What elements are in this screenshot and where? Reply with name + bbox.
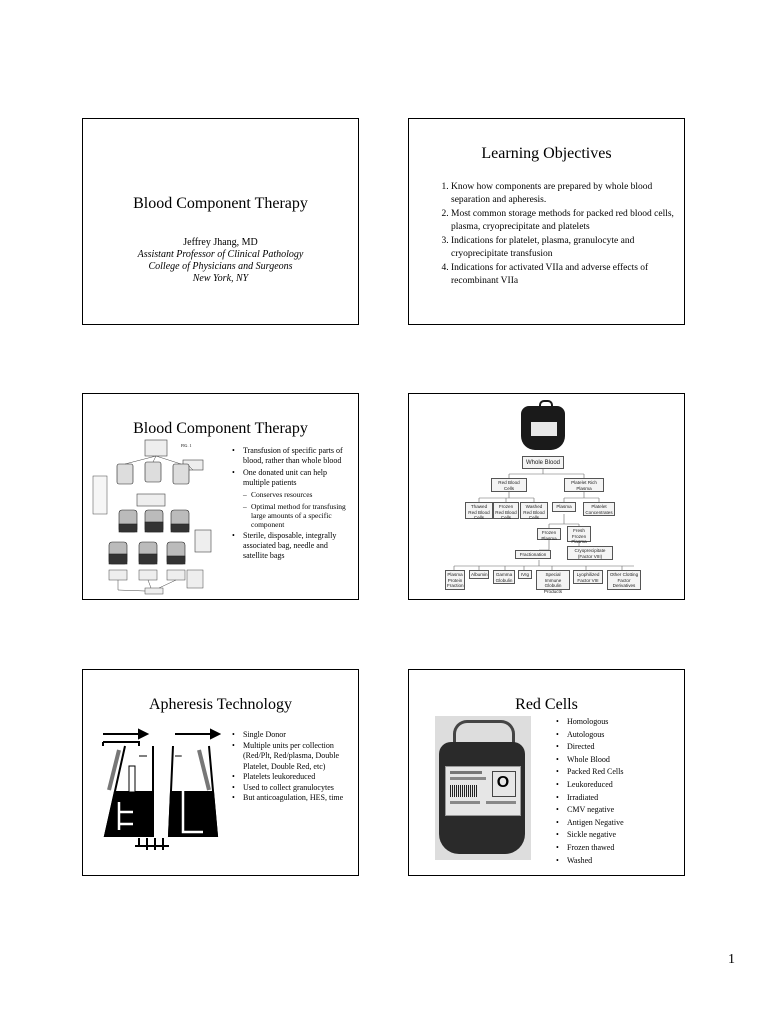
bullet-item: • Leukoreduced — [565, 779, 677, 792]
slide-component-flowchart — [408, 393, 685, 600]
figure-box — [195, 530, 211, 552]
bullet-item: • Used to collect granulocytes — [241, 783, 353, 794]
flow-red-cells: Red Blood Cells — [491, 478, 527, 492]
bullets-container — [231, 446, 353, 561]
bag-label — [445, 766, 521, 816]
bullet-item: • Washed — [565, 855, 677, 868]
bullet-item: • Sickle negative — [565, 829, 677, 842]
bullet-text: One donated unit can help multiple patients — [243, 468, 327, 487]
flow-platelet-conc: Platelet Concentrates — [583, 502, 615, 516]
bullet-list — [231, 730, 353, 804]
flow-lyophilized-viii: Lyophilized Factor VIII — [573, 570, 603, 584]
objective-item: 4. Indications for activated VIIa and adverse effects of recombinant VIIa — [451, 262, 687, 287]
flow-plasma: Plasma — [552, 502, 576, 512]
author-location: New York, NY — [192, 273, 249, 284]
page-number: 1 — [728, 952, 735, 967]
flow-thawed: Thawed Red Blood Cells — [465, 502, 493, 519]
author-block — [83, 237, 358, 285]
figure-box — [93, 476, 107, 514]
flow-special-ig: Special Immune Globulin Products — [536, 570, 570, 590]
bullet-item: • Transfusion of specific parts of blood, rather than whole blood — [241, 446, 353, 466]
centrifuge-bowl — [105, 746, 217, 836]
figure-box — [137, 494, 165, 506]
red-cell-bag-photo — [435, 716, 531, 860]
bullet-item: • But anticoagulation, HES, time — [241, 793, 353, 804]
bullet-item: • CMV negative — [565, 804, 677, 817]
flow-prp: Platelet Rich Plasma — [564, 478, 604, 492]
objective-item: 3. Indications for platelet, plasma, granulocyte and cryoprecipitate transfusion — [451, 235, 687, 260]
bullet-item: • Multiple units per collection (Red/Plt, Red/plasma, Double Platelet, Double Red, etc) — [241, 741, 353, 773]
bullet-item: • Single Donor — [241, 730, 353, 741]
bullet-item: • Irradiated — [565, 792, 677, 805]
apheresis-arrows — [103, 730, 219, 738]
slide-red-cells — [408, 669, 685, 876]
figure-box — [145, 440, 167, 456]
sub-bullet-item: – Optimal method for transfusing large amounts of a specific component — [251, 502, 353, 529]
bullet-item: • Platelets leukoreduced — [241, 772, 353, 783]
flow-washed: Washed Red Blood Cells — [520, 502, 548, 519]
slide-title — [82, 118, 359, 325]
bullet-item: • Autologous — [565, 729, 677, 742]
bullet-item — [241, 468, 353, 529]
bullets-container — [231, 730, 353, 804]
bullet-item: • Packed Red Cells — [565, 766, 677, 779]
flow-frozen: Frozen Red Blood Cells — [493, 502, 519, 519]
bullet-item: • Antigen Negative — [565, 817, 677, 830]
bullets-container — [555, 716, 677, 867]
bullet-list — [231, 446, 353, 561]
flow-cryo: Cryoprecipitate (Factor VIII) — [567, 546, 613, 560]
bullet-item: • Whole Blood — [565, 754, 677, 767]
slide-heading: Apheresis Technology — [149, 696, 292, 713]
flow-gamma-globulin: Gamma Globulin — [493, 570, 515, 584]
author-name: Jeffrey Jhang, MD — [183, 237, 258, 248]
objective-item: 2. Most common storage methods for packed red blood cells, plasma, cryoprecipitate and platelets — [451, 208, 687, 233]
flow-whole-blood: Whole Blood — [522, 456, 564, 469]
objectives-list — [429, 181, 687, 289]
author-institution: College of Physicians and Surgeons — [148, 261, 293, 272]
component-separation-figure — [87, 438, 217, 598]
slide-component-therapy — [82, 393, 359, 600]
objective-item: 1. Know how components are prepared by whole blood separation and apheresis. — [451, 181, 687, 206]
blood-type-label: O — [496, 774, 510, 791]
flow-other-clotting: Other Clotting Factor Derivatives — [607, 570, 641, 590]
bullet-item: • Sterile, disposable, integrally associated bag, needle and satellite bags — [241, 531, 353, 561]
slide-heading: Blood Component Therapy — [133, 420, 308, 437]
blood-bags-row-2 — [119, 510, 189, 532]
slide-apheresis — [82, 669, 359, 876]
flow-ivig: IVIg — [518, 570, 532, 579]
sub-bullet-list — [243, 490, 353, 529]
centrifuge-base — [135, 838, 169, 850]
slide-learning-objectives — [408, 118, 685, 325]
figure-label: FIG. 1 — [181, 443, 192, 448]
bullet-item: • Homologous — [565, 716, 677, 729]
apheresis-diagram — [99, 726, 221, 858]
flow-albumin: Albumin — [471, 572, 488, 577]
slide-heading: Learning Objectives — [481, 145, 612, 162]
author-role: Assistant Professor of Clinical Pathology — [137, 249, 304, 260]
flow-ffp: Fresh Frozen Plasma — [567, 526, 591, 542]
bullet-list — [555, 716, 677, 867]
flow-frozen-plasma: Frozen Plasma — [537, 528, 561, 540]
slide-heading: Red Cells — [515, 696, 578, 713]
flow-fractionation: Fractionation — [515, 550, 551, 559]
sub-bullet-item: – Conserves resources — [251, 490, 353, 499]
flow-ppf: Plasma Protein Fraction — [447, 572, 464, 588]
blood-bags-row-3 — [109, 542, 185, 564]
blood-bags-row-1 — [117, 462, 189, 484]
bullet-item: • Directed — [565, 741, 677, 754]
bullet-item: • Frozen thawed — [565, 842, 677, 855]
slide-title-heading: Blood Component Therapy — [133, 195, 308, 212]
